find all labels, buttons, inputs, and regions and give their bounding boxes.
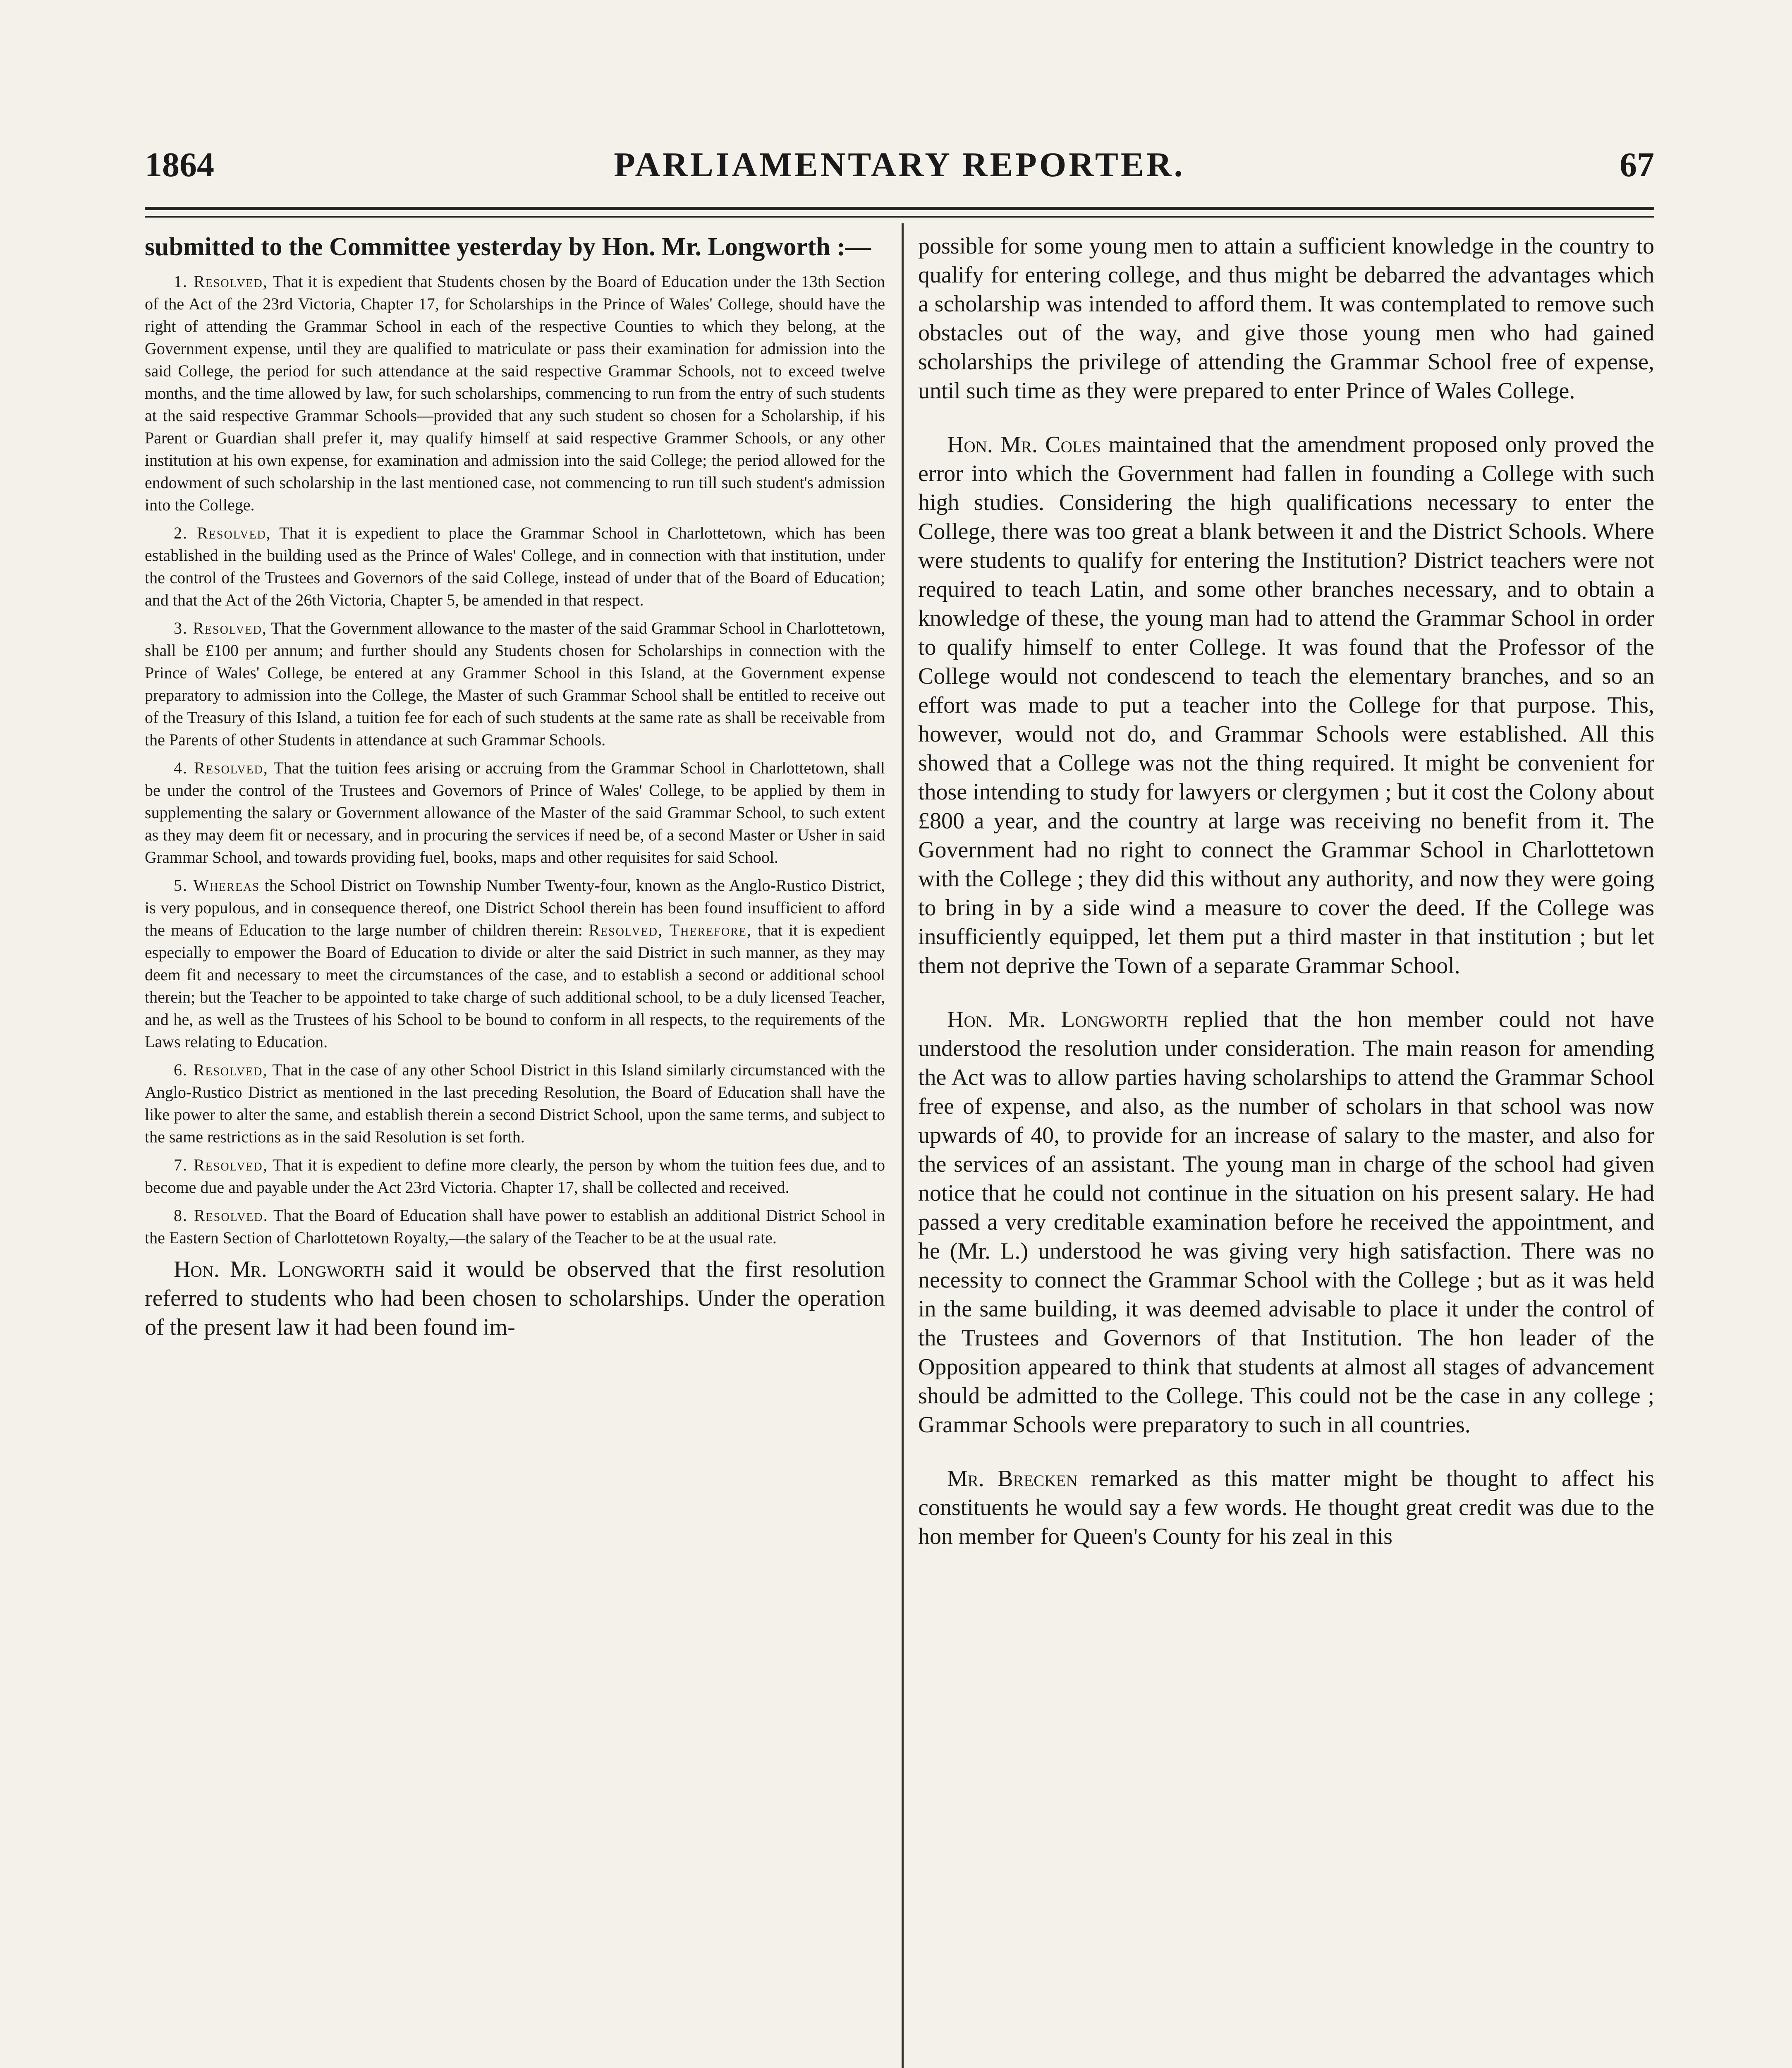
resolution-3 (145, 617, 885, 751)
resolution-text: the School District on Township Number Twenty-four, known as the Anglo-Rustico District, is very populous, and in consequence thereof, one District School therein has been found insufficient to afford the means of Education to the large number of children therein: (145, 876, 885, 939)
resolution-6 (145, 1059, 885, 1148)
speech-text: remarked as this matter might be thought to affect his constituents he would say a few words. He thought great credit was due to the hon member for Queen's County for his zeal in this (918, 1466, 1654, 1549)
column-divider (902, 223, 904, 2068)
resolution-1 (145, 270, 885, 516)
speaker-name: Hon. Mr. Longworth (947, 1007, 1168, 1032)
speech-text: replied that the hon member could not have understood the resolution under consideration. The main reason for amending the Act was to allow parties having scholarships to attend the Grammar School free of expense, and also, as the number of scholars in that school was now upwards of 40, to provide for an increase of salary to the master, and also for the services of an assistant. The young man in charge of the school had given notice that he could not continue in the situation on his present salary. He had passed a very creditable examination before he received the appointment, and he (Mr. L.) understood he was giving very high satisfaction. There was no necessity to connect the Grammar School with the College ; but as it was held in the same building, it was deemed advisable to place it under the control of the Trustees and Governors of that Institution. The hon leader of the Opposition appeared to think that students at almost all stages of advancement should be admitted to the College. This could not be the case in any college ; Grammar Schools were preparatory to such in all countries. (918, 1007, 1654, 1438)
resolution-text: that it is expedient especially to empower the Board of Education to divide or alter the said District in such manner, as they may deem fit and necessary to meet the circumstances of the case, and to establish a second or additional school therein; but the Teacher to be appointed to take charge of such additional school, to be a duly licensed Teacher, and he, as well as the Trustees of his School to be bound to conform in all respects, to the requirements of the Laws relating to Education. (145, 921, 885, 1051)
page-number: 67 (1620, 146, 1654, 184)
resolution-text: That the Government allowance to the master of the said Grammar School in Charlottetown, shall be £100 per annum; and further should any Students chosen for Scholarships in connection with the Prince of Wales' College, be entered at any Grammer School in this Island, at the Government expense preparatory to admission into the College, the Master of such Grammar School shall be entitled to receive out of the Treasury of this Island, a tuition fee for each of such students at the same rate as shall be receivable from the Parents of other Students in attendance at such Grammar Schools. (145, 619, 885, 749)
speaker-name: Hon. Mr. Longworth (174, 1257, 385, 1282)
speech-continuation: possible for some young men to attain a sufficient knowledge in the country to qualify for entering college, and thus might be debarred the advantages which a scholarship was intended to afford them. It was contemplated to remove such obstacles out of the way, and give those young men who had gained scholarships the privilege of attending the Grammar School free of expense, until such time as they were prepared to enter Prince of Wales College. (918, 233, 1654, 404)
right-column (918, 232, 1654, 1576)
resolution-7 (145, 1154, 885, 1199)
resolution-text: That the Board of Education shall have power to establish an additional District School in the Eastern Section of Charlottetown Royalty,—the salary of the Teacher to be at the usual rate. (145, 1206, 885, 1247)
intro-line: submitted to the Committee yesterday by Hon. Mr. Longworth :— (145, 233, 871, 261)
left-column (145, 232, 885, 1367)
speaker-name: Hon. Mr. Coles (947, 432, 1101, 457)
resolution-8 (145, 1204, 885, 1249)
speech-brecken (918, 1464, 1654, 1551)
page-header (145, 145, 1654, 211)
newspaper-page (145, 95, 1654, 2068)
resolution-text: That it is expedient to define more clearly, the person by whom the tuition fees due, and to become due and payable under the Act 23rd Victoria. Chapter 17, shall be collected and received. (145, 1156, 885, 1197)
resolution-text: That it is expedient that Students chosen by the Board of Education under the 13th Section of the Act of the 23rd Victoria, Chapter 17, for Scholarships in the Prince of Wales' College, should have the right of attending the Grammar School in each of the respective Counties to which they belong, at the Government expense, until they are qualified to matriculate or pass their examination for admission into the said College, the period for such attendance at the said respective Grammar Schools, not to exceed twelve months, and the time allowed by law, for such scholarships, commencing to run from the entry of such students at the said respective Grammar Schools—provided that any such student so chosen for a Scholarship, if his Parent or Guardian shall prefer it, may qualify himself at said respective Grammer Schools, or any other institution at his own expense, for examination and admission into the said College; the period allowed for the endowment of such scholarship in the last mentioned case, not commencing to run till such student's admission into the College. (145, 272, 885, 514)
speech-longworth (145, 1255, 885, 1342)
resolution-text: That in the case of any other School District in this Island similarly circumstanced with the Anglo-Rustico District as mentioned in the last preceding Resolution, the Board of Education shall have the like power to alter the same, and establish therein a second District School, upon the same terms, and subject to the same restrictions as in the said Resolution is set forth. (145, 1060, 885, 1146)
resolution-5 (145, 874, 885, 1053)
resolution-label: 1. Resolved, (174, 272, 268, 291)
resolution-label: 6. Resolved, (174, 1060, 268, 1079)
header-rule-thick (145, 207, 1654, 210)
resolution-2 (145, 522, 885, 611)
resolution-text: That the tuition fees arising or accruing from the Grammar School in Charlottetown, shall be under the control of the Trustees and Governors of Prince of Wales' College, to be applied by them in supplementing the salary or Government allowance of the Master of the said Grammar School, to such extent as they may deem fit or necessary, and in procuring the services if need be, of a second Master or Usher in said Grammar School, and towards providing fuel, books, maps and other requisites for said School. (145, 759, 885, 866)
speech-text: said it would be observed that the first resolution referred to students who had been chosen to scholarships. Under the operation of the present law it had been found im- (145, 1257, 885, 1340)
resolution-4 (145, 757, 885, 869)
header-rule-thin (145, 216, 1654, 218)
resolution-label: 5. Whereas (174, 876, 260, 895)
resolution-label: 2. Resolved, (174, 524, 271, 542)
speech-text: maintained that the amendment proposed only proved the error into which the Government had fallen in founding a College with such high studies. Considering the high qualifications necessary to enter the College, there was too great a blank between it and the District Schools. Where were students to qualify for entering the Institution? District teachers were not required to teach Latin, and some other branches necessary, and to obtain a knowledge of these, the young man had to attend the Grammar School in order to qualify himself to enter College. It was found that the Professor of the College would not condescend to teach the elementary branches, and so an effort was made to put a teacher into the College for that purpose. This, however, would not do, and Grammar Schools were established. All this showed that a College was not the thing required. It might be convenient for those intending to study for lawyers or clergymen ; but it cost the Colony about £800 a year, and the country at large was receiving no benefit from it. The Government had no right to connect the Grammar School in Charlottetown with the College ; they did this without any authority, and now they were going to bring in by a side wind a measure to cover the deed. If the College was insufficiently equipped, let them put a third master in that institution ; but let them not deprive the Town of a separate Grammar School. (918, 432, 1655, 979)
resolution-label: 7. Resolved, (174, 1156, 268, 1174)
resolution-label: 4. Resolved, (174, 759, 268, 777)
resolution-text: That it is expedient to place the Grammar School in Charlottetown, which has been established in the building used as the Prince of Wales' College, and in connection with that institution, under the control of the Trustees and Governors of the said College, instead of under that of the Board of Education; and that the Act of the 26th Victoria, Chapter 5, be amended in that respect. (145, 524, 885, 609)
resolution-label: Resolved, Therefore, (589, 921, 752, 939)
publication-title: PARLIAMENTARY REPORTER. (614, 146, 1185, 184)
resolution-label: 8. Resolved. (174, 1206, 268, 1225)
speech-coles (918, 430, 1654, 980)
speech-longworth-reply (918, 1005, 1654, 1439)
year: 1864 (145, 146, 214, 184)
resolution-label: 3. Resolved, (174, 619, 267, 637)
speaker-name: Mr. Brecken (947, 1466, 1078, 1491)
